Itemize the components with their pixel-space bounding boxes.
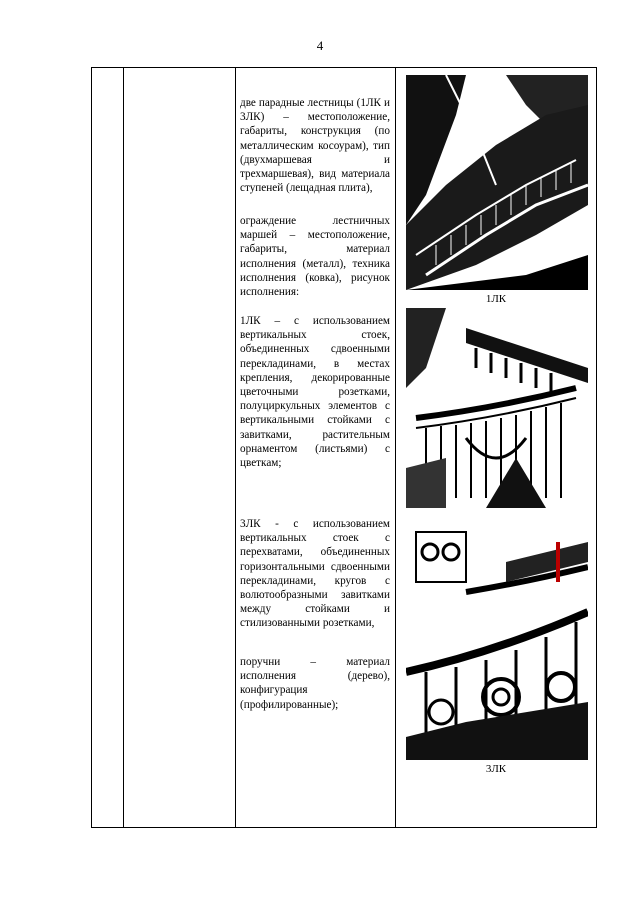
photo-caption-3lk: 3ЛК	[485, 763, 507, 775]
staircase-photo-3	[406, 522, 588, 760]
paragraph-text: 3ЛК - с использованием вертикальных стоек с перехватами, объединенных горизонтальными сдвоенными перекладинами, кругов с волютообразными завитками между стойками и стилизованными розетками,	[240, 518, 390, 630]
paragraph-text: поручни – материал исполнения (дерево), конфигурация (профилированные);	[240, 656, 390, 711]
paragraph-handrails	[240, 655, 390, 712]
column-divider-3	[395, 67, 396, 828]
column-divider-2	[235, 67, 236, 828]
paragraph-railing	[240, 214, 390, 299]
staircase-photo-2	[406, 308, 588, 508]
paragraph-text: 1ЛК – с использованием вертикальных стоек, объединенных сдвоенными перекладинами, в местах крепления, декорированные цветочными розетками, полуциркульных элементов с вертикальными стойками с завитками, растительным орнаментом (листьями) с цветкам;	[240, 315, 390, 470]
paragraph-staircases	[240, 96, 390, 195]
page-number: 4	[316, 38, 324, 53]
column-divider-1	[123, 67, 124, 828]
paragraph-text: ограждение лестничных маршей – местоположение, габариты, материал исполнения (металл), техника исполнения (ковка), рисунок исполнения:	[240, 215, 390, 299]
photo-caption-1lk: 1ЛК	[485, 293, 507, 305]
staircase-photo-1	[406, 75, 588, 290]
paragraph-3lk	[240, 517, 390, 631]
paragraph-text: две парадные лестницы (1ЛК и 3ЛК) – местоположение, габариты, конструкция (по металлическим косоурам), тип (двухмаршевая и трехмаршевая), вид материала ступеней (лещадная плита),	[240, 97, 390, 195]
paragraph-1lk	[240, 314, 390, 470]
